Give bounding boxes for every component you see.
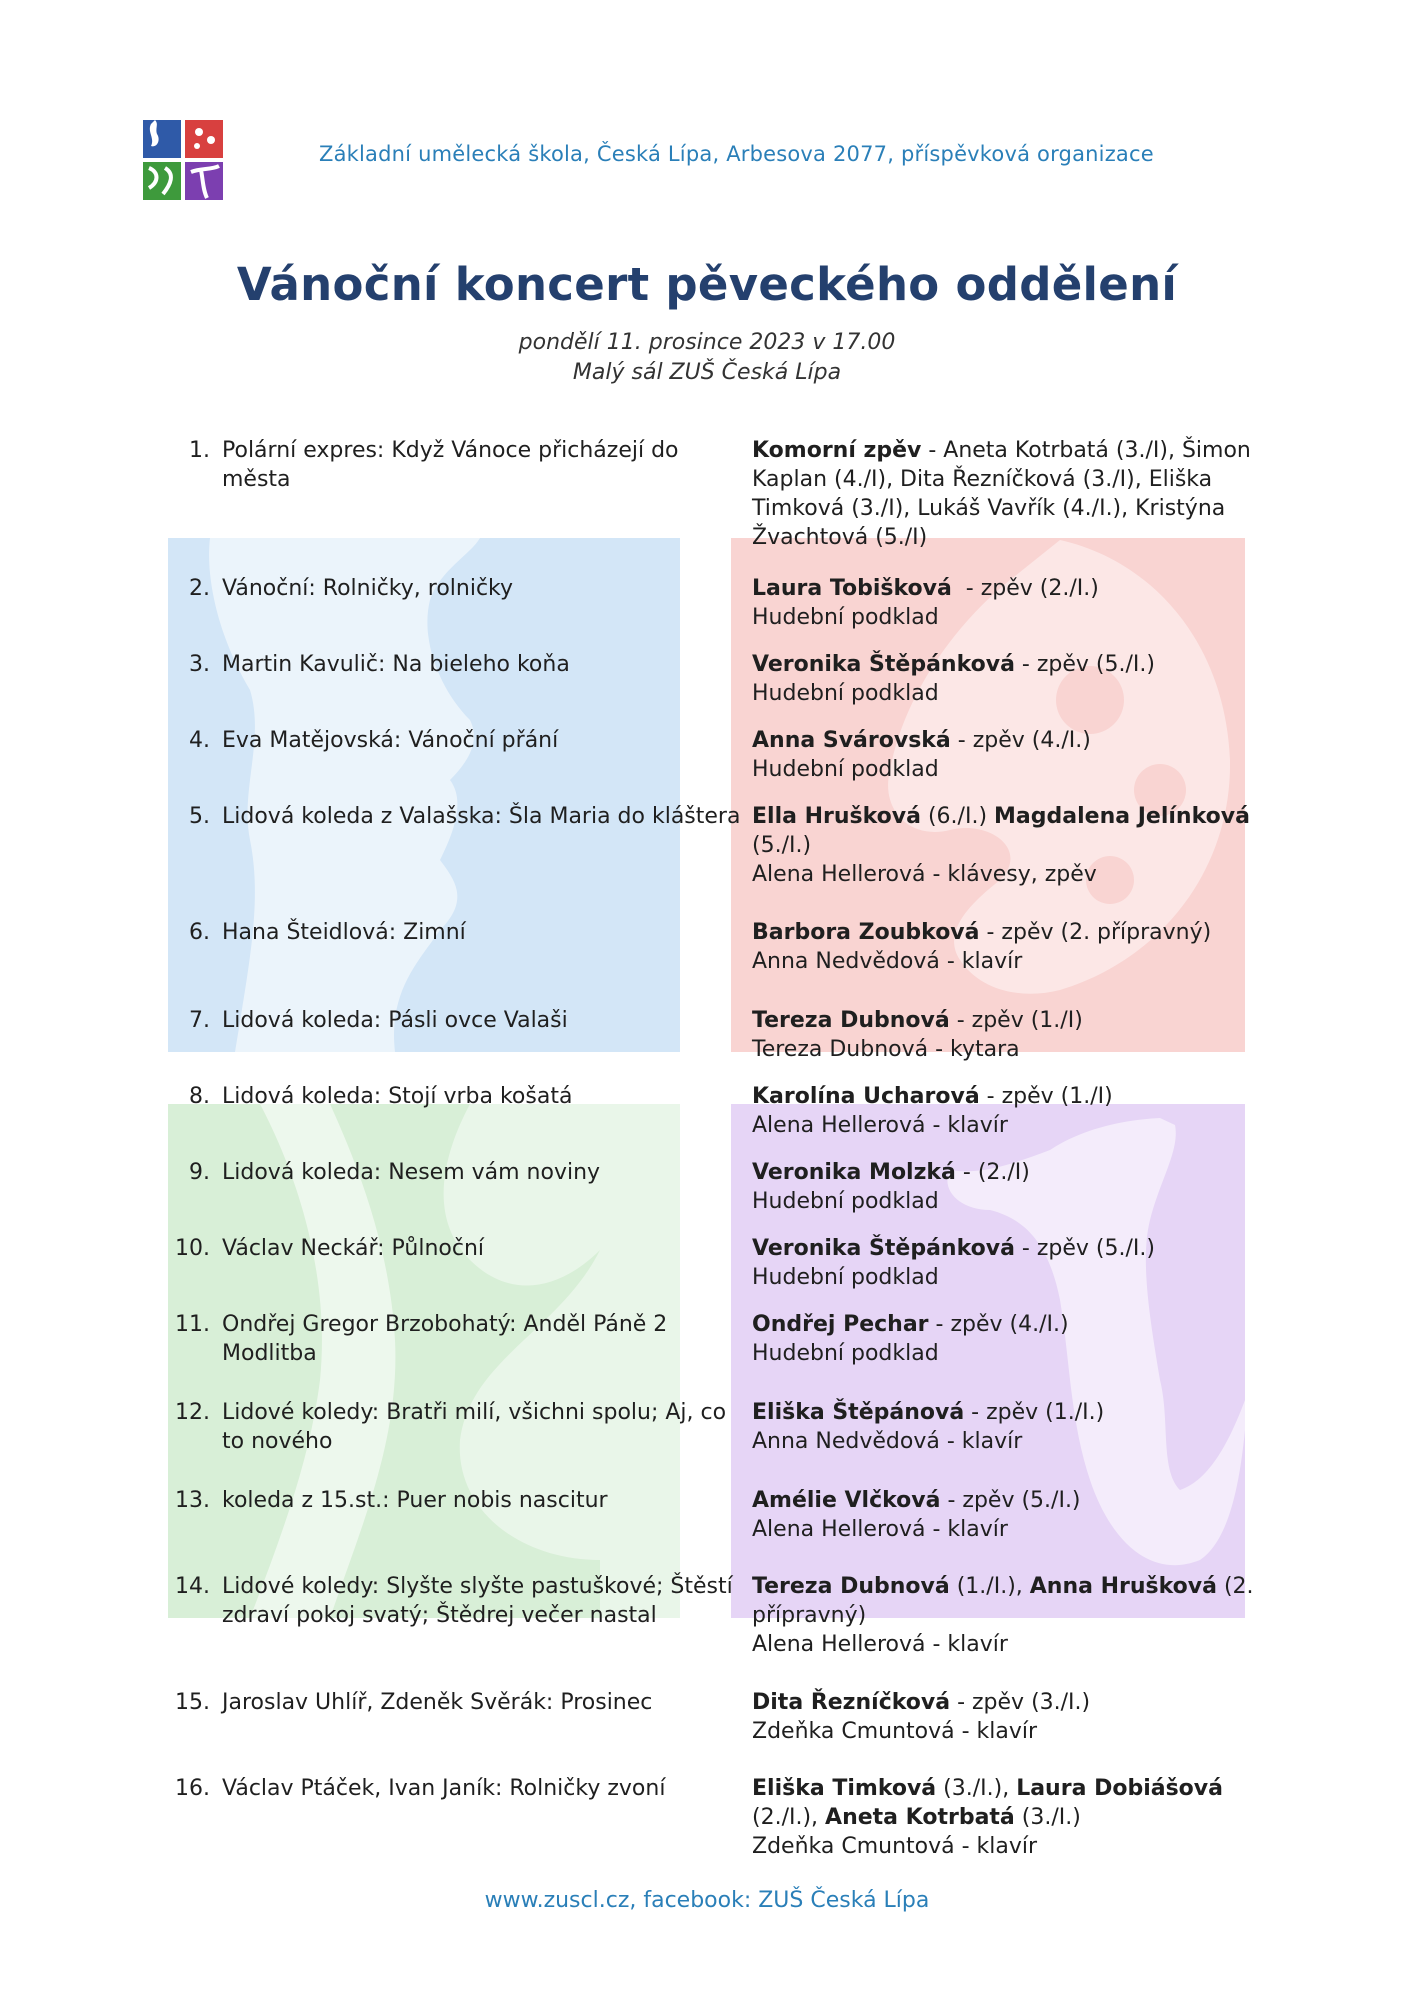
performer-name: Amélie Vlčková <box>752 1488 941 1513</box>
performers <box>752 1572 1272 1659</box>
piece-title: Lidové koledy: Slyšte slyšte pastuškové; Štěstí zdraví pokoj svatý; Štědrej večer nastal <box>222 1574 733 1628</box>
performers <box>752 1158 1272 1216</box>
performer-detail: - zpěv (5./I.) <box>1014 652 1155 677</box>
performer-line <box>752 1774 1272 1832</box>
performer-name: Anna Hrušková <box>1029 1574 1217 1599</box>
item-number: 1. <box>189 438 210 463</box>
page-title: Vánoční koncert pěveckého oddělení <box>236 258 1178 311</box>
performer-detail: Alena Hellerová - klávesy, zpěv <box>752 862 1097 887</box>
performer-line <box>752 1717 1272 1746</box>
performer-line <box>752 1832 1272 1861</box>
performer-name: Eliška Štěpánová <box>752 1400 965 1425</box>
item-number: 9. <box>189 1160 210 1185</box>
piece-title: Hana Šteidlová: Zimní <box>222 920 466 945</box>
performer-detail: Alena Hellerová - klavír <box>752 1632 1008 1657</box>
performer-detail: (5./I.) <box>752 804 1257 858</box>
performer-name: Tereza Dubnová <box>752 1574 950 1599</box>
performer-detail: - zpěv (3./I.) <box>950 1690 1091 1715</box>
footer-links[interactable]: www.zuscl.cz, facebook: ZUŠ Česká Lípa <box>484 1888 930 1913</box>
performer-line <box>752 1339 1272 1368</box>
performer-detail: - zpěv (1./I.) <box>964 1400 1105 1425</box>
performer-detail: Anna Nedvědová - klavír <box>752 949 1023 974</box>
performer-name: Barbora Zoubková <box>752 920 980 945</box>
performer-line <box>752 1111 1272 1140</box>
performers <box>752 1486 1272 1544</box>
performer-name: Veronika Štěpánková <box>752 1236 1015 1261</box>
item-number: 6. <box>189 920 210 945</box>
performer-detail: - zpěv (1./I) <box>949 1008 1083 1033</box>
piece-title: Eva Matějovská: Vánoční přání <box>222 728 559 753</box>
item-number: 11. <box>175 1312 210 1337</box>
school-logo-icon <box>141 118 225 202</box>
piece-title: Václav Ptáček, Ivan Janík: Rolničky zvoní <box>222 1776 666 1801</box>
performer-detail: Alena Hellerová - klavír <box>752 1113 1008 1138</box>
performer-detail: - (2./I) <box>955 1160 1030 1185</box>
performer-line <box>752 436 1272 552</box>
performer-detail: - zpěv (4./I.) <box>950 728 1091 753</box>
performer-detail: Anna Nedvědová - klavír <box>752 1429 1023 1454</box>
performers <box>752 918 1272 976</box>
item-number: 15. <box>175 1690 210 1715</box>
performer-name: Komorní zpěv <box>752 438 922 463</box>
item-number: 10. <box>175 1236 210 1261</box>
performer-line <box>752 1427 1272 1456</box>
performer-name: Dita Řezníčková <box>752 1690 951 1715</box>
performers <box>752 650 1272 708</box>
performer-line <box>752 1006 1272 1035</box>
piece-title: Václav Neckář: Půlnoční <box>222 1236 485 1261</box>
performers <box>752 436 1272 552</box>
item-number: 3. <box>189 652 210 677</box>
performer-detail: Zdeňka Cmuntová - klavír <box>752 1834 1038 1859</box>
performer-line <box>752 1158 1272 1187</box>
performers <box>752 1234 1272 1292</box>
performer-detail: - zpěv (1./I) <box>979 1084 1113 1109</box>
item-number: 14. <box>175 1574 210 1599</box>
performer-line <box>752 574 1272 603</box>
piece-title: Lidová koleda: Stojí vrba košatá <box>222 1084 573 1109</box>
piece-title: Lidová koleda: Pásli ovce Valaši <box>222 1008 568 1033</box>
performer-detail: Hudební podklad <box>752 1341 939 1366</box>
performers <box>752 1398 1272 1456</box>
school-name: Základní umělecká škola, Česká Lípa, Arbesova 2077, příspěvková organizace <box>319 142 1154 166</box>
performer-line <box>752 1630 1272 1659</box>
item-number: 13. <box>175 1488 210 1513</box>
concert-date: pondělí 11. prosince 2023 v 17.00 <box>518 330 896 355</box>
performer-line <box>752 679 1272 708</box>
performer-line <box>752 947 1272 976</box>
performer-line <box>752 1310 1272 1339</box>
item-number: 8. <box>189 1084 210 1109</box>
performer-line <box>752 1035 1272 1064</box>
piece-title: Jaroslav Uhlíř, Zdeněk Svěrák: Prosinec <box>222 1690 653 1715</box>
performer-detail: - zpěv (4./I.) <box>928 1312 1069 1337</box>
performer-name: Karolína Ucharová <box>752 1084 980 1109</box>
performers <box>752 1082 1272 1140</box>
performers <box>752 726 1272 784</box>
performer-name: Ondřej Pechar <box>752 1312 929 1337</box>
performer-detail: - zpěv (2. přípravný) <box>979 920 1212 945</box>
performer-detail: Zdeňka Cmuntová - klavír <box>752 1719 1038 1744</box>
piece-title: Ondřej Gregor Brzobohatý: Anděl Páně 2 Modlitba <box>222 1312 668 1366</box>
performer-detail: - zpěv (2./I.) <box>951 576 1099 601</box>
performer-detail: Hudební podklad <box>752 1189 939 1214</box>
performers <box>752 1310 1272 1368</box>
performer-line <box>752 802 1272 860</box>
performer-name: Magdalena Jelínková <box>994 804 1250 829</box>
performer-name: Aneta Kotrbatá <box>825 1805 1015 1830</box>
performers <box>752 1688 1272 1746</box>
performer-line <box>752 860 1272 889</box>
performer-detail: - zpěv (5./I.) <box>940 1488 1081 1513</box>
performers <box>752 574 1272 632</box>
performer-name: Eliška Timková <box>752 1776 937 1801</box>
performers <box>752 802 1272 889</box>
performer-line <box>752 1398 1272 1427</box>
item-number: 16. <box>175 1776 210 1801</box>
performers <box>752 1006 1272 1064</box>
page-header <box>141 118 1281 202</box>
performer-detail: - zpěv (5./I.) <box>1014 1236 1155 1261</box>
performer-detail: Tereza Dubnová - kytara <box>752 1037 1020 1062</box>
performer-line <box>752 755 1272 784</box>
performer-detail: Hudební podklad <box>752 605 939 630</box>
concert-venue: Malý sál ZUŠ Česká Lípa <box>572 360 842 385</box>
performer-line <box>752 1486 1272 1515</box>
performer-line <box>752 918 1272 947</box>
item-number: 7. <box>189 1008 210 1033</box>
piece-title: Lidová koleda: Nesem vám noviny <box>222 1160 601 1185</box>
performer-name: Tereza Dubnová <box>752 1008 950 1033</box>
performer-line <box>752 726 1272 755</box>
performer-detail: - Aneta Kotrbatá (3./I), Šimon Kaplan (4./I), Dita Řezníčková (3./I), Eliška Timková (3./I), Lukáš Vavřík (4./I.), Kristýna Žvachtová (5./I) <box>752 438 1258 550</box>
piece-title: Lidové koledy: Bratři milí, všichni spolu; Aj, co to nového <box>222 1400 727 1454</box>
performer-line <box>752 1263 1272 1292</box>
performer-detail: Hudební podklad <box>752 1265 939 1290</box>
piece-title: Polární expres: Když Vánoce přicházejí do města <box>222 438 679 492</box>
performers <box>752 1774 1272 1861</box>
performer-line <box>752 603 1272 632</box>
performer-line <box>752 1515 1272 1544</box>
performer-line <box>752 1688 1272 1717</box>
performer-detail: Hudební podklad <box>752 757 939 782</box>
item-number: 4. <box>189 728 210 753</box>
performer-name: Ella Hrušková <box>752 804 921 829</box>
performer-name: Laura Tobišková <box>752 576 952 601</box>
performer-detail: (1./I.), <box>949 1574 1030 1599</box>
performer-detail: Hudební podklad <box>752 681 939 706</box>
performer-detail: (2. přípravný) <box>752 1574 1261 1628</box>
performer-name: Anna Svárovská <box>752 728 951 753</box>
piece-title: koleda z 15.st.: Puer nobis nascitur <box>222 1488 608 1513</box>
performer-detail: (3./I.), <box>936 1776 1017 1801</box>
face-profile-shape <box>209 538 480 1052</box>
performer-detail: (6./I.) <box>920 804 995 829</box>
performer-name: Veronika Štěpánková <box>752 652 1015 677</box>
piece-title: Vánoční: Rolničky, rolničky <box>222 576 514 601</box>
performer-detail: (2./I.), <box>752 1776 1230 1830</box>
performer-line <box>752 1234 1272 1263</box>
item-number: 2. <box>189 576 210 601</box>
performer-line <box>752 650 1272 679</box>
performer-detail: (3./I.) <box>1014 1805 1081 1830</box>
item-number: 12. <box>175 1400 210 1425</box>
piece-title: Lidová koleda z Valašska: Šla Maria do kláštera <box>222 804 741 829</box>
piece-title: Martin Kavulič: Na bieleho koňa <box>222 652 570 677</box>
performer-detail: Alena Hellerová - klavír <box>752 1517 1008 1542</box>
performer-line <box>752 1187 1272 1216</box>
performer-line <box>752 1082 1272 1111</box>
item-number: 5. <box>189 804 210 829</box>
performer-line <box>752 1572 1272 1630</box>
performer-name: Laura Dobiášová <box>1016 1776 1223 1801</box>
performer-name: Veronika Molzká <box>752 1160 956 1185</box>
